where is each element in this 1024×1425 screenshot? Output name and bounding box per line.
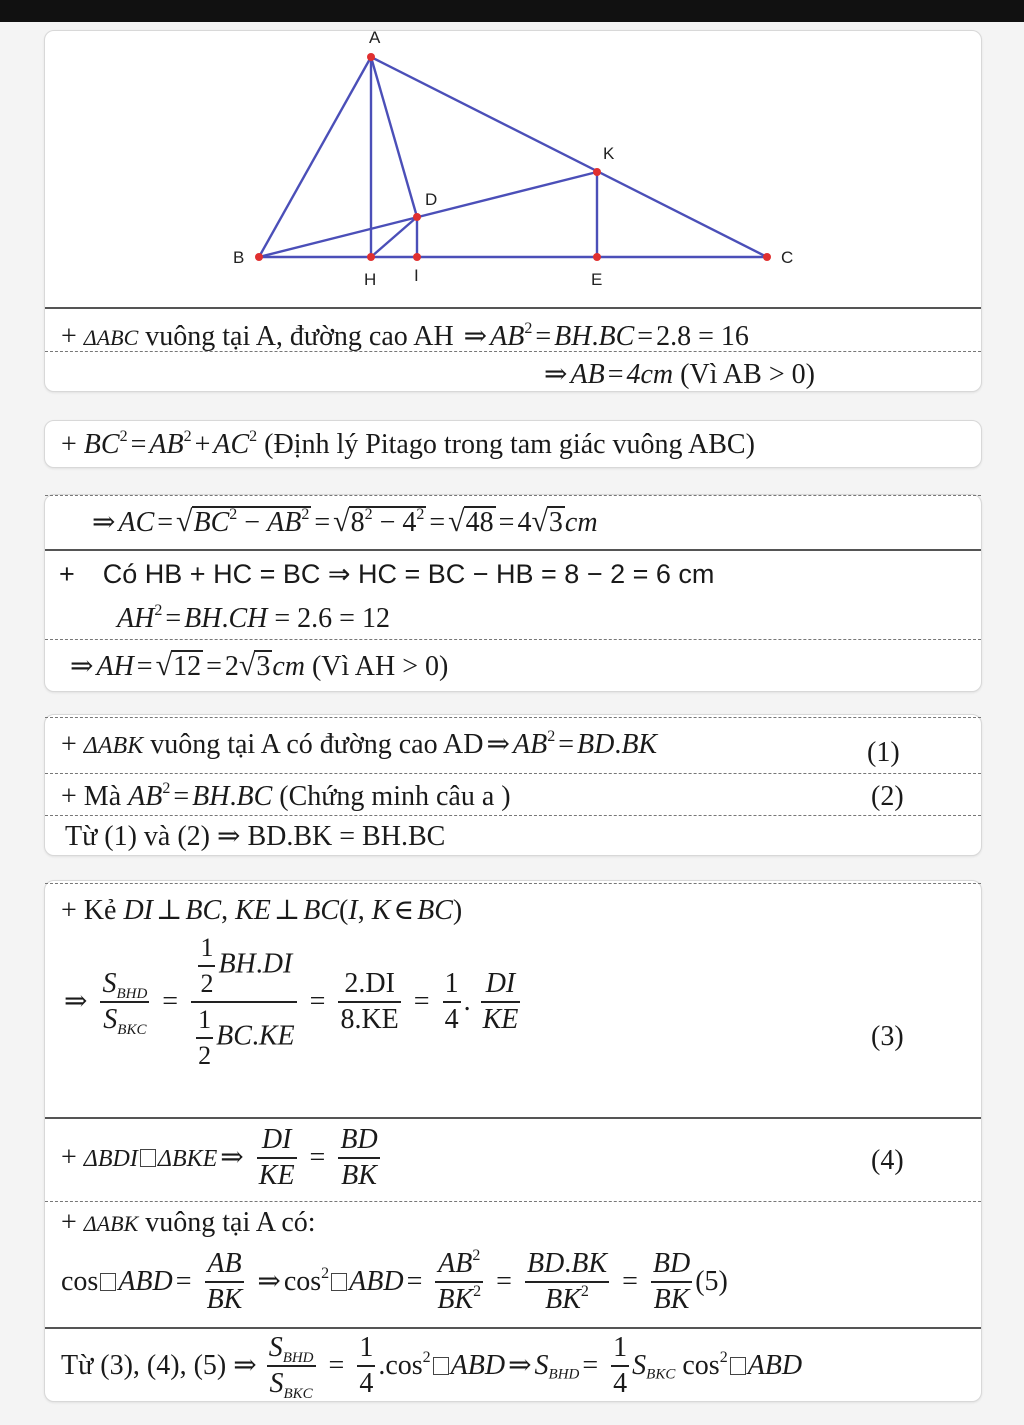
- label-2: (2): [871, 781, 904, 812]
- label-A: A: [369, 31, 381, 47]
- label-H: H: [364, 270, 377, 289]
- part-a-line1: + ΔABC vuông tại A, đường cao AH ⇒ $AB^2 = BH.BC = 2.8 = 16$: [61, 320, 749, 352]
- card-pitago: [44, 420, 982, 468]
- point-A: [367, 53, 375, 61]
- label-E: E: [591, 270, 603, 289]
- point-H: [367, 253, 375, 261]
- part-a-line2: ⇒ AB = 4cm (Vì AB > 0): [544, 359, 815, 390]
- similar-line: + ΔBDI ΔBKE ⇒ $\frac{DI}{KE}$ = $\frac{BD}{BK}$: [61, 1124, 378, 1191]
- point-K: [593, 168, 601, 176]
- final-line: Từ (3), (4), (5) ⇒ $\frac{S_{BHD}}{S_{BKC}}$ = $\frac{1}{4}$ $.\cos^2$ ABD ⇒ $S_{BHD}$ = $\frac{1}{4}$ $S_{BKC}$ $\cos^2$ ABD: [61, 1332, 803, 1402]
- top-status-bar: [0, 0, 1024, 22]
- part-b-line1: + ΔABK vuông tại A có đường cao AD ⇒ $AB^2 = BD.BK$: [61, 728, 658, 760]
- document-page: [0, 22, 1024, 1425]
- point-E: [593, 253, 601, 261]
- part-c-line1: + Kẻ DI ⊥ BC, KE ⊥ BC(I, K ∈ BC): [61, 895, 463, 926]
- label-1: (1): [867, 737, 900, 768]
- label-C: C: [781, 248, 794, 267]
- card-part-c: [44, 880, 982, 1402]
- geometry-figure: [45, 31, 981, 307]
- segment-BK: [259, 172, 597, 257]
- card-ac-ah: [44, 494, 982, 692]
- point-B: [255, 253, 263, 261]
- ah2-line: $AH^2 = BH.CH = 2.6 = 12$: [117, 602, 390, 634]
- label-I: I: [414, 266, 419, 285]
- part-b-line3: Từ (1) và (2) ⇒ BD.BK = BH.BC: [65, 821, 446, 852]
- hc-line: + Có HB + HC = BC ⇒ HC = BC − HB = 8 − 2 = 6 cm: [59, 559, 715, 589]
- card-part-b: [44, 714, 982, 856]
- label-4: (4): [871, 1145, 904, 1176]
- label-B: B: [233, 248, 245, 267]
- segment-AD: [371, 57, 417, 217]
- label-3: (3): [871, 1021, 904, 1052]
- pitago-line: + $BC^2 = AB^2 + AC^2$ (Định lý Pitago trong tam giác vuông ABC): [61, 428, 755, 460]
- card-figure: [44, 30, 982, 392]
- point-C: [763, 253, 771, 261]
- point-I: [413, 253, 421, 261]
- part-b-line2: + Mà $AB^2 = BH.BC$ (Chứng minh câu a ): [61, 780, 511, 812]
- abk-line: + ΔABK vuông tại A có:: [61, 1207, 316, 1238]
- cos-line: cos ABD = $\frac{AB}{BK}$ ⇒ $\cos^2$ ABD = $\frac{AB^2}{BK^2}$ = $\frac{BD.BK}{BK^2}$ = $\frac{BD}{BK}$ (5): [61, 1247, 728, 1315]
- ac-line: ⇒ AC = $√BC^2 - AB^2 = √8^2 - 4^2 = √48 = 4√3cm$: [92, 505, 598, 538]
- ratio-line: ⇒ $\frac{S_{BHD}}{S_{BKC}}$ = $\frac{1}{2}$ BH.DI $\frac{1}{2}$ BC.KE = $\frac{2.DI}{8.KE}$ = $\frac{1}{4}$ . $\frac{DI}{KE}$: [64, 933, 519, 1070]
- segment-AB: [259, 57, 371, 257]
- label-D: D: [425, 190, 438, 209]
- ah-line: ⇒ AH = √12 = 2√3cm (Vì AH > 0): [70, 649, 449, 682]
- label-K: K: [603, 144, 615, 163]
- segment-AC: [371, 57, 767, 257]
- label-5: (5): [695, 1266, 728, 1297]
- point-D: [413, 213, 421, 221]
